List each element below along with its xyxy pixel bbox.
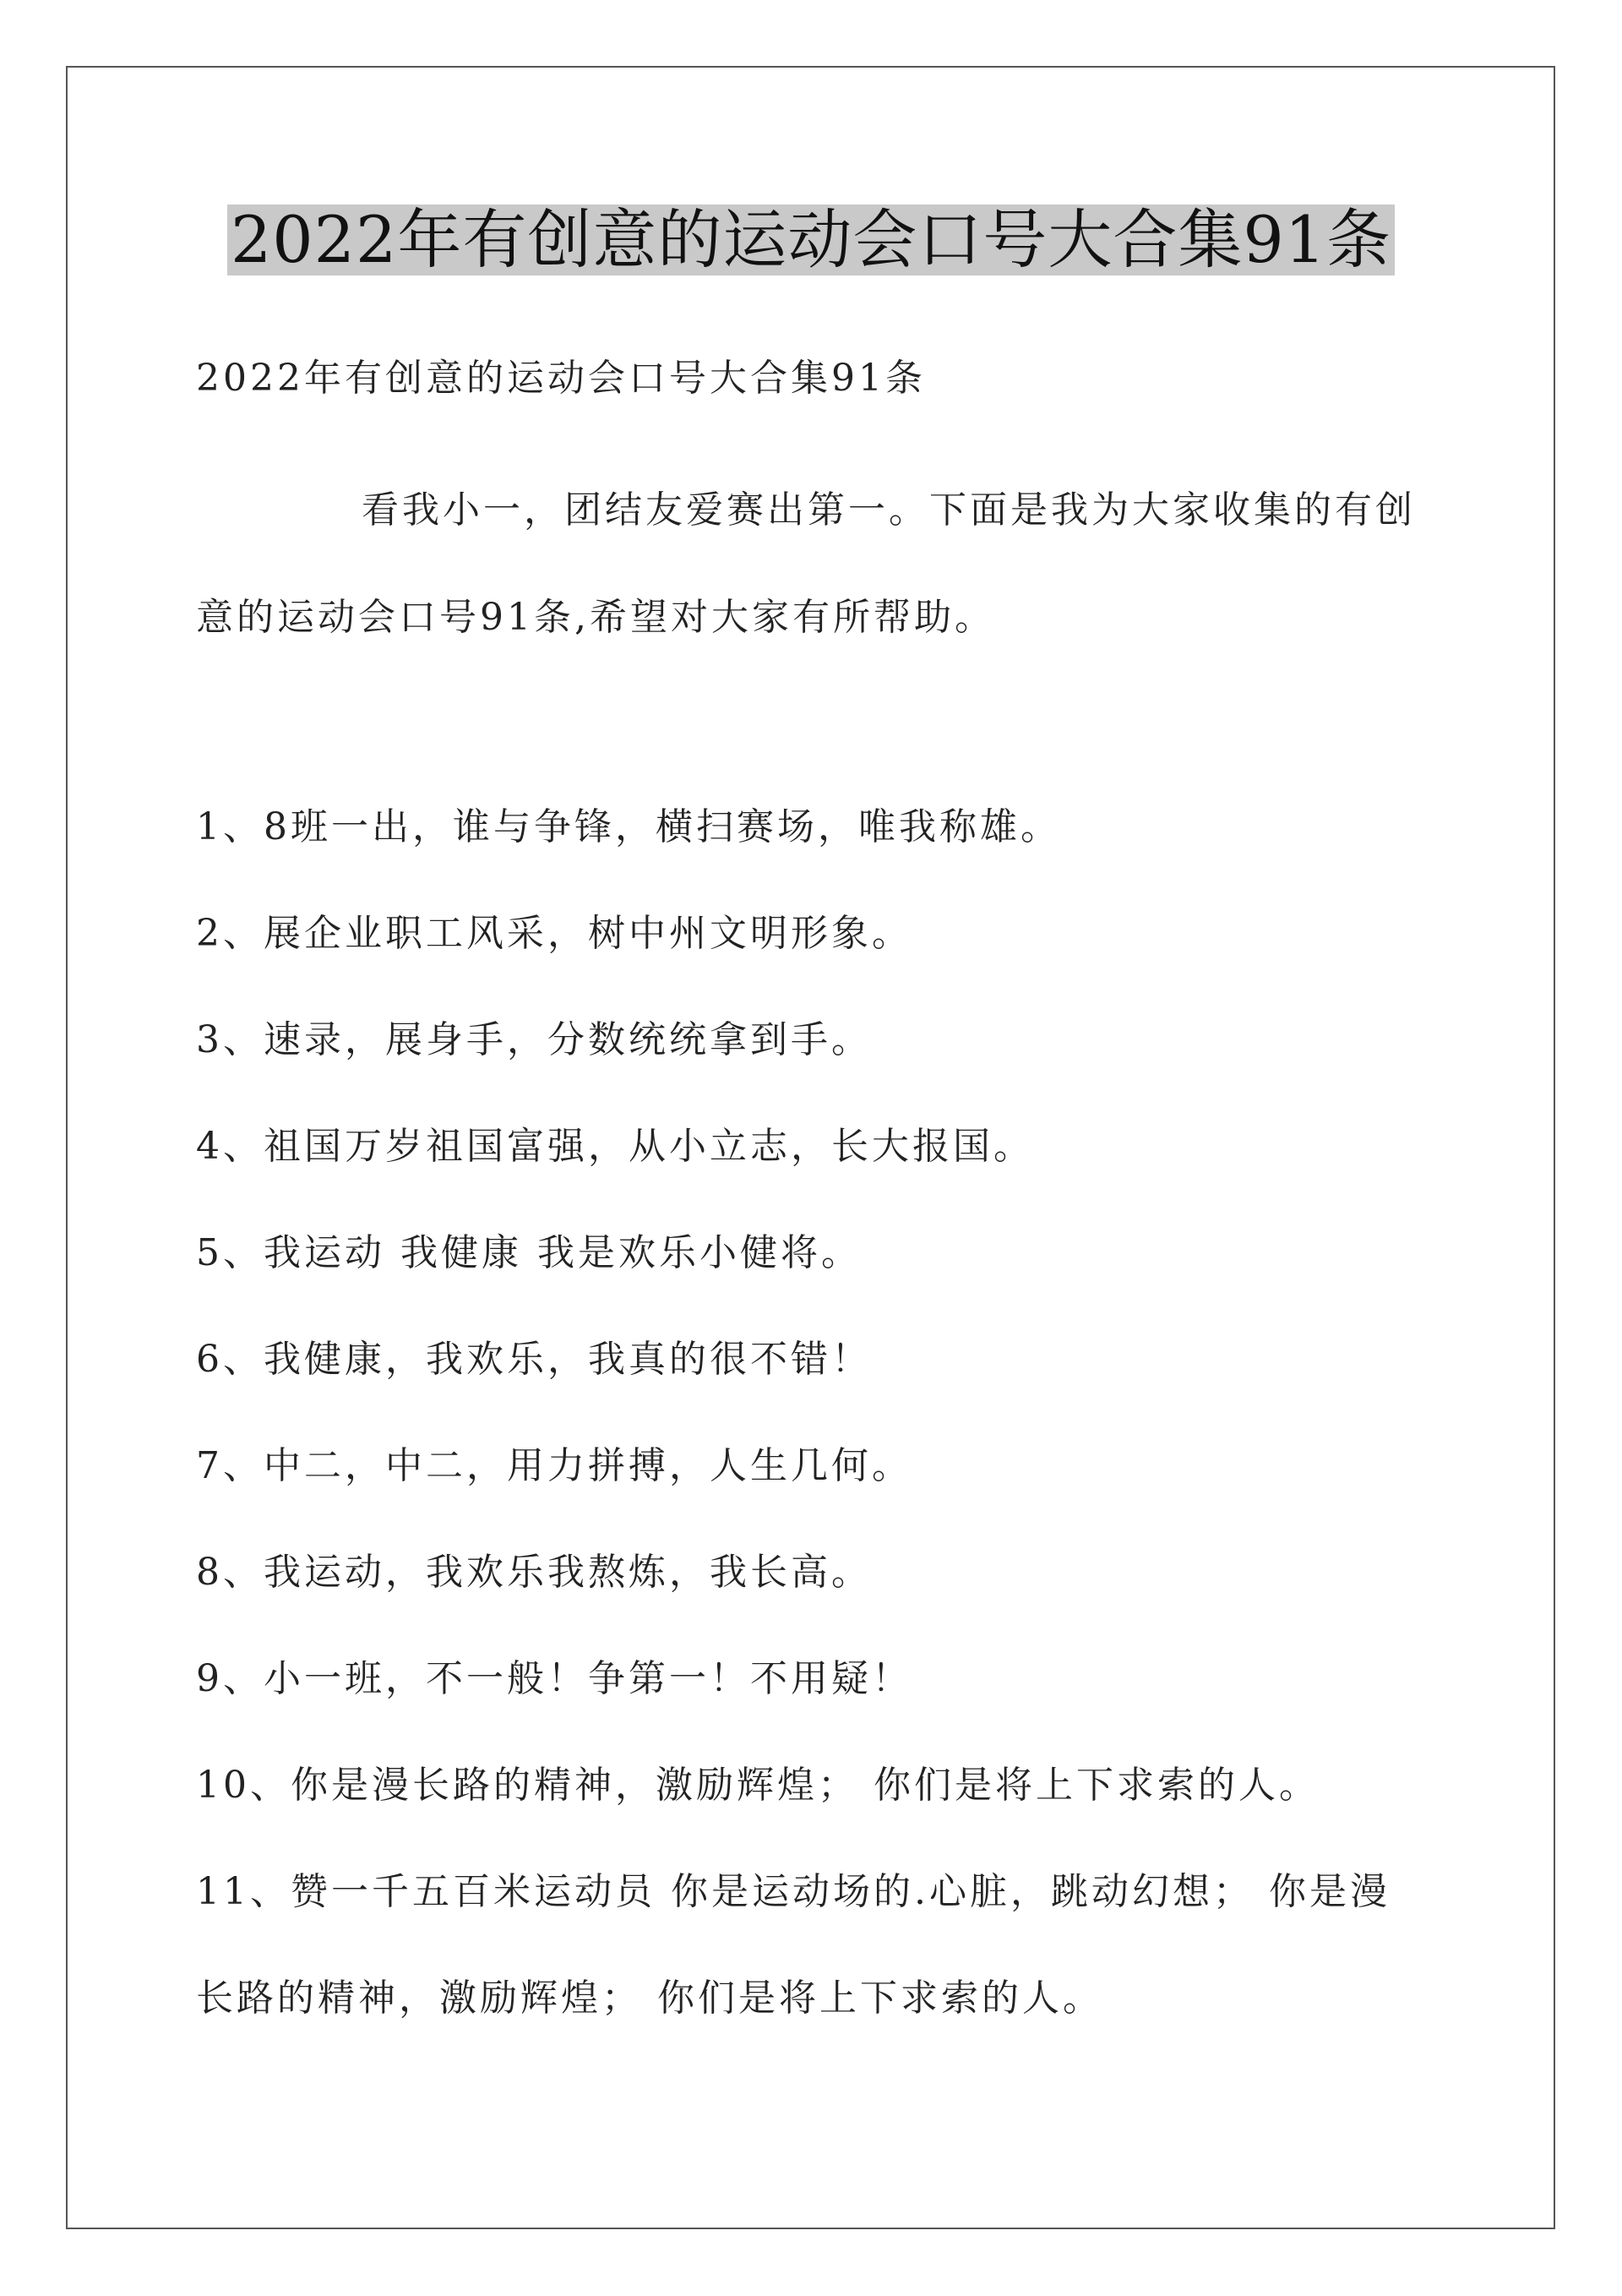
list-item: 1、8班一出，谁与争锋，横扫赛场，唯我称雄。	[196, 805, 1061, 848]
list-item: 2、展企业职工风采，树中州文明形象。	[196, 912, 912, 955]
list-item: 10、你是漫长路的精神，激励辉煌； 你们是将上下求索的人。	[196, 1764, 1320, 1807]
list-item: 8、我运动，我欢乐我熬炼，我长高。	[196, 1551, 872, 1594]
slogan-list	[196, 774, 1429, 2052]
title-container	[0, 202, 1622, 277]
list-item: 4、祖国万岁祖国富强，从小立志，长大报国。	[196, 1125, 1034, 1168]
list-item: 9、小一班，不一般！争第一！不用疑！	[196, 1657, 912, 1700]
list-item: 6、我健康，我欢乐，我真的很不错！	[196, 1338, 872, 1381]
document-title: 2022年有创意的运动会口号大合集91条	[227, 205, 1395, 275]
list-item: 7、中二，中二，用力拼搏，人生几何。	[196, 1444, 912, 1487]
list-item: 5、我运动 我健康 我是欢乐小健将。	[196, 1231, 862, 1274]
list-item: 11、赞一千五百米运动员 你是运动场的.心脏，跳动幻想； 你是漫长路的精神，激励辉煌； 你们是将上下求索的人。	[196, 1870, 1391, 2020]
list-item: 3、速录，展身手，分数统统拿到手。	[196, 1018, 872, 1061]
intro-paragraph: 看我小一，团结友爱赛出第一。下面是我为大家收集的有创意的运动会口号91条,希望对大家有所帮助。	[196, 488, 1416, 639]
document-subtitle: 2022年有创意的运动会口号大合集91条	[196, 357, 926, 400]
